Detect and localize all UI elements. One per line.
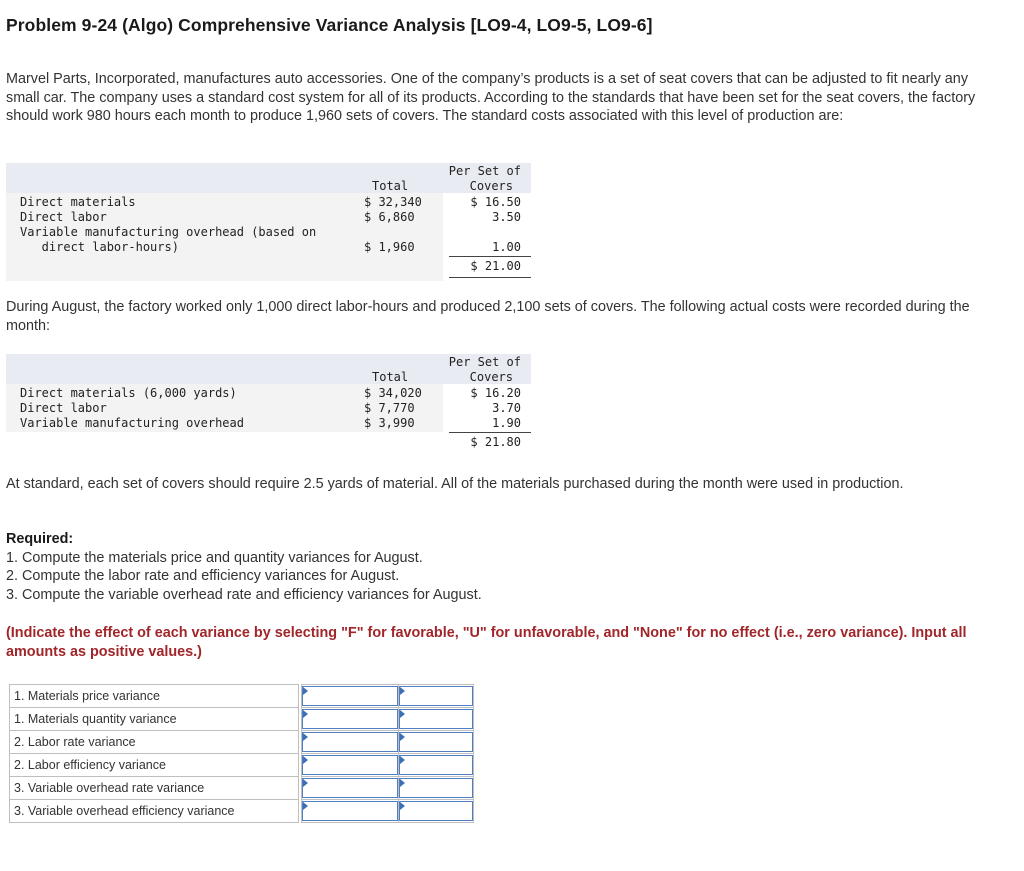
required-section <box>6 530 482 604</box>
row-label: Direct materials (6,000 yards) <box>20 386 237 400</box>
header-total: Total <box>372 370 409 384</box>
amount-input-cell <box>399 708 474 731</box>
row-total: $ 34,020 <box>364 386 422 400</box>
dropdown-marker-icon <box>303 710 308 718</box>
variance-label: 3. Variable overhead efficiency variance <box>10 800 299 823</box>
amount-input-cell <box>399 754 474 777</box>
page-title: Problem 9-24 (Algo) Comprehensive Variance Analysis [LO9-4, LO9-5, LO9-6] <box>6 15 653 35</box>
dropdown-marker-icon <box>400 687 405 695</box>
row-label: Direct labor <box>20 210 107 224</box>
effect-select-cell <box>302 685 399 708</box>
standard-cost-table <box>6 163 531 283</box>
effect-select[interactable] <box>302 686 398 706</box>
total-rule <box>449 256 531 257</box>
intro-paragraph: Marvel Parts, Incorporated, manufactures auto accessories. One of the company’s products is a set of seat covers that can be adjusted to fit nearly any small car. The company uses a standard cost system for all of its products. According to the standards that have been set for the seat covers, the factory should work 980 hours each month to produce 1,960 sets of covers. The standard costs associated with this level of production are: <box>6 71 976 124</box>
amount-input[interactable] <box>399 778 473 798</box>
table-row <box>10 708 474 731</box>
table-row <box>10 685 474 708</box>
amount-input[interactable] <box>399 709 473 729</box>
required-item: 3. Compute the variable overhead rate and efficiency variances for August. <box>6 586 482 603</box>
table-row <box>10 800 474 823</box>
effect-select-cell <box>302 800 399 823</box>
row-per: 1.00 <box>492 240 521 254</box>
row-per: 3.70 <box>492 401 521 415</box>
variance-label: 1. Materials quantity variance <box>10 708 299 731</box>
amount-input[interactable] <box>399 801 473 821</box>
amount-input[interactable] <box>399 686 473 706</box>
table-row <box>10 754 474 777</box>
effect-select-cell <box>302 708 399 731</box>
actual-cost-table <box>6 354 531 454</box>
variance-label: 2. Labor rate variance <box>10 731 299 754</box>
amount-input-cell <box>399 777 474 800</box>
row-total: $ 7,770 <box>364 401 415 415</box>
amount-input-cell <box>399 685 474 708</box>
required-item: 2. Compute the labor rate and efficiency variances for August. <box>6 568 400 584</box>
dropdown-marker-icon <box>400 710 405 718</box>
table-row <box>10 777 474 800</box>
dropdown-marker-icon <box>400 802 405 810</box>
standard-paragraph: At standard, each set of covers should require 2.5 yards of material. All of the materials purchased during the month were used in production. <box>6 476 904 492</box>
dropdown-marker-icon <box>303 802 308 810</box>
amount-input[interactable] <box>399 732 473 752</box>
effect-select[interactable] <box>302 801 398 821</box>
effect-select[interactable] <box>302 778 398 798</box>
total-underline <box>449 277 531 278</box>
variance-label: 1. Materials price variance <box>10 685 299 708</box>
header-covers: Covers <box>469 179 513 193</box>
grand-total: $ 21.80 <box>470 435 521 449</box>
required-heading: Required: <box>6 531 74 547</box>
variance-label: 3. Variable overhead rate variance <box>10 777 299 800</box>
amount-input-cell <box>399 731 474 754</box>
row-label: Direct labor <box>20 401 107 415</box>
effect-select-cell <box>302 777 399 800</box>
header-covers: Covers <box>469 370 513 384</box>
row-per: $ 16.20 <box>470 386 521 400</box>
row-per: $ 16.50 <box>470 195 521 209</box>
total-rule <box>449 432 531 433</box>
row-total: $ 1,960 <box>364 240 415 254</box>
header-per-set: Per Set of <box>448 355 521 369</box>
row-total: $ 3,990 <box>364 416 415 430</box>
row-label-cont: direct labor-hours) <box>20 240 179 254</box>
row-total: $ 6,860 <box>364 210 415 224</box>
answer-table <box>9 684 474 823</box>
dropdown-marker-icon <box>303 687 308 695</box>
effect-select[interactable] <box>302 709 398 729</box>
august-paragraph: During August, the factory worked only 1,000 direct labor-hours and produced 2,100 sets of covers. The following actual costs were recorded during the month: <box>6 299 970 334</box>
required-item: 1. Compute the materials price and quantity variances for August. <box>6 549 423 566</box>
dropdown-marker-icon <box>303 733 308 741</box>
row-label: Variable manufacturing overhead <box>20 416 244 430</box>
dropdown-marker-icon <box>303 756 308 764</box>
dropdown-marker-icon <box>400 756 405 764</box>
effect-select-cell <box>302 731 399 754</box>
header-per-set: Per Set of <box>448 164 521 178</box>
row-per: 3.50 <box>492 210 521 224</box>
table-row <box>10 731 474 754</box>
dropdown-marker-icon <box>400 779 405 787</box>
row-total: $ 32,340 <box>364 195 422 209</box>
row-label: Variable manufacturing overhead (based on <box>20 225 317 239</box>
instruction-note: (Indicate the effect of each variance by selecting "F" for favorable, "U" for unfavorable, and "None" for no effect (i.e., zero variance). Input all amounts as positive values.) <box>6 625 967 660</box>
effect-select[interactable] <box>302 732 398 752</box>
row-label: Direct materials <box>20 195 136 209</box>
header-total: Total <box>372 179 409 193</box>
effect-select-cell <box>302 754 399 777</box>
variance-label: 2. Labor efficiency variance <box>10 754 299 777</box>
row-per: 1.90 <box>492 416 521 430</box>
grand-total: $ 21.00 <box>470 259 521 273</box>
amount-input[interactable] <box>399 755 473 775</box>
amount-input-cell <box>399 800 474 823</box>
effect-select[interactable] <box>302 755 398 775</box>
dropdown-marker-icon <box>400 733 405 741</box>
dropdown-marker-icon <box>303 779 308 787</box>
